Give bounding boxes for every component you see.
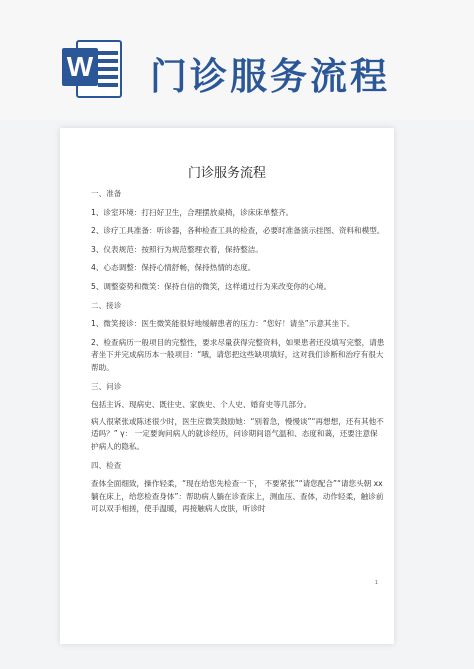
page-number: 1 xyxy=(374,580,378,586)
paragraph: 1、微笑接诊：医生微笑能很好地缓解患者的压力：“您好！请坐”示意其坐下。 xyxy=(91,319,355,329)
paragraph: 病人很紧张或陈述很少时，医生应微笑鼓励她：“别着急，慢慢谈”“再想想，还有其他不适吗？” γ： 一定要询问病人的就诊经历，问诊期间语气温和、态度和蔼，还要注意保护病人的隐私。 xyxy=(91,416,384,451)
header-title: 门诊服务流程 xyxy=(150,55,390,98)
word-badge: W xyxy=(62,48,98,86)
section-heading: 二、接诊 xyxy=(91,300,122,310)
paragraph: 查体全面细致，操作轻柔，“现在给您先检查一下， 不要紧张”“请您配合”“请您头朝 xx躺在床上，给您检查身体”：帮助病人躺在诊查床上，测血压、查体，动作轻柔，触诊前可以双手相搓，使手温暖，再接触病人皮肤，听诊时 xyxy=(91,479,384,514)
paragraph: 1、诊室环境：打扫好卫生，合理摆放桌椅，诊床床单整齐。 xyxy=(91,207,294,217)
paragraph: 2、诊疗工具准备：听诊器，各种检查工具的检查，必要时准备演示挂图、资料和模型。 xyxy=(91,226,385,236)
section-heading: 四、检查 xyxy=(91,460,122,470)
document-body xyxy=(91,188,385,522)
header-banner xyxy=(0,0,474,120)
paragraph: 5、调整姿势和微笑：保持自信的微笑，这样通过行为来改变你的心境。 xyxy=(91,281,332,291)
document-page xyxy=(60,128,394,644)
bottom-fade xyxy=(0,647,474,669)
paragraph: 3、仪表规范：按照行为规范整理衣着，保持整洁。 xyxy=(91,244,263,254)
paragraph: 包括主诉、现病史、既往史、家族史、个人史、婚育史等几部分。 xyxy=(91,400,312,410)
paragraph: 2、检查病历一般项目的完整性，要求尽量获得完整资料，如果患者还没填写完整，请患者坐下并完成病历本一般项目：“哦，请您把这些缺项填好，这对我们诊断和治疗有很大帮助。 xyxy=(91,337,385,372)
section-heading: 一、准备 xyxy=(91,189,122,198)
word-document-icon xyxy=(62,36,128,102)
document-title: 门诊服务流程 xyxy=(187,166,266,181)
paragraph: 4、心态调整：保持心情舒畅，保持热情的态度。 xyxy=(91,263,256,273)
section-heading: 三、问诊 xyxy=(91,381,122,391)
